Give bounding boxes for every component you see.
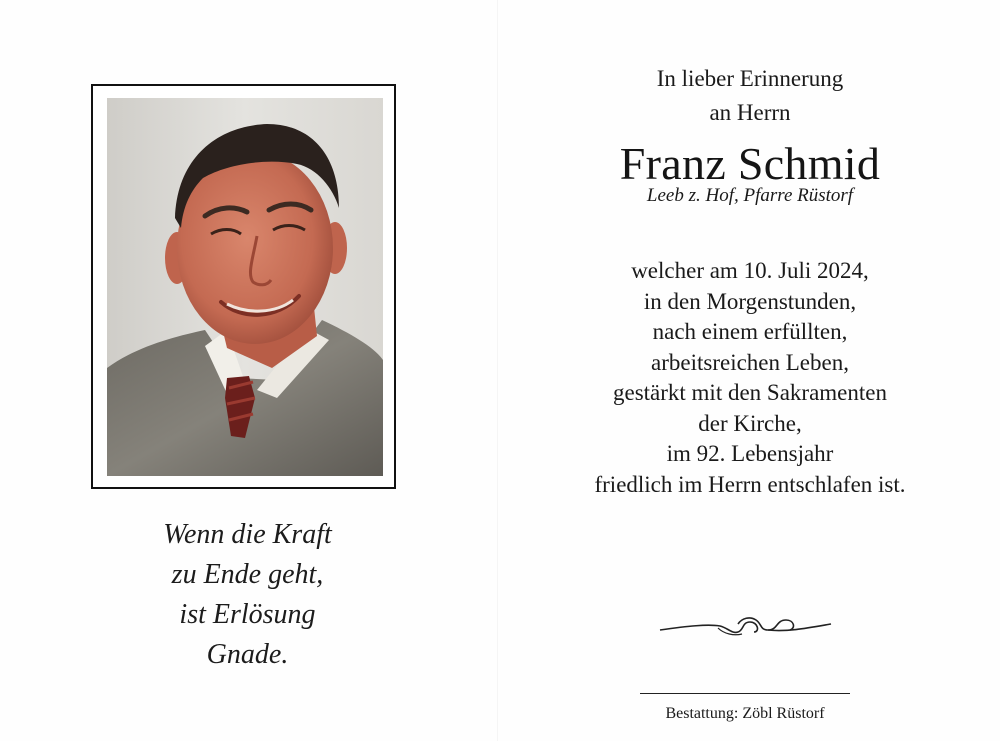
intro-line: an Herrn (709, 100, 791, 125)
portrait-photo (107, 98, 383, 476)
portrait-frame (91, 84, 396, 489)
deceased-name: Franz Schmid (619, 138, 881, 189)
body-line: im 92. Lebensjahr (666, 441, 834, 466)
quote-line: ist Erlösung (179, 599, 316, 630)
intro-line: In lieber Erinnerung (656, 66, 844, 91)
memorial-body (550, 256, 950, 500)
body-line: nach einem erfüllten, (652, 319, 848, 344)
quote-line: zu Ende geht, (171, 559, 324, 590)
body-line: welcher am 10. Juli 2024, (631, 258, 869, 283)
undertaker-credit: Bestattung: Zöbl Rüstorf (665, 705, 825, 722)
memorial-text-block (550, 62, 950, 500)
portrait-illustration (107, 98, 383, 476)
memorial-quote (95, 515, 400, 675)
intro-heading (550, 62, 950, 130)
body-line: arbeitsreichen Leben, (651, 349, 849, 375)
body-line: gestärkt mit den Sakramenten (612, 380, 887, 405)
body-line: der Kirche, (698, 410, 802, 436)
body-line: in den Morgenstunden, (643, 288, 857, 314)
deceased-place: Leeb z. Hof, Pfarre Rüstorf (646, 185, 854, 206)
quote-line: Wenn die Kraft (163, 519, 332, 550)
card-fold-line (497, 0, 498, 741)
body-line: friedlich im Herrn entschlafen ist. (594, 471, 906, 497)
footer-divider (640, 693, 850, 694)
quote-line: Gnade. (206, 639, 289, 670)
ornament-divider (658, 612, 833, 640)
